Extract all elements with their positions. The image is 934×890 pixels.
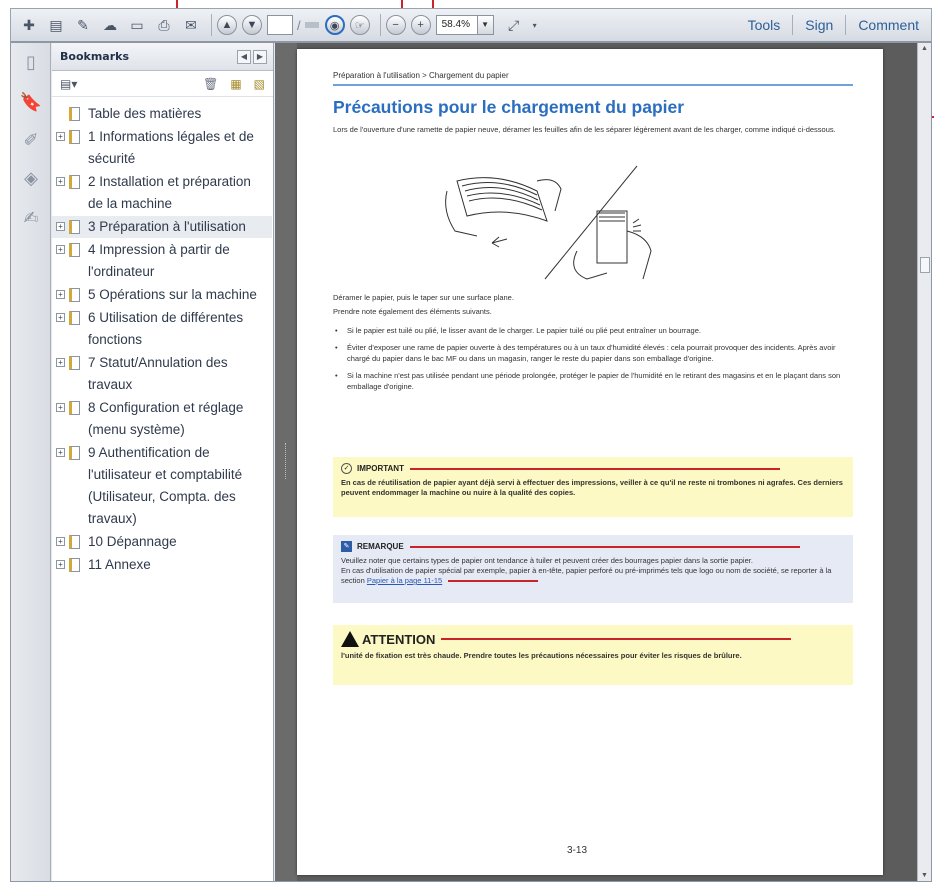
callout-line-important xyxy=(410,468,780,470)
attachments-icon[interactable]: ✐ xyxy=(23,129,39,150)
warning-triangle-icon xyxy=(341,631,359,647)
expand-icon[interactable]: + xyxy=(56,560,65,569)
paper-fanning-illustration xyxy=(437,161,677,291)
select-tool-button[interactable]: ☞ xyxy=(350,15,370,35)
zoom-out-button[interactable]: − xyxy=(386,15,406,35)
intro-paragraph: Lors de l'ouverture d'une ramette de papier neuve, déramer les feuilles afin de les séparer légèrement avant de les charger, comme indiqué ci-dessous. xyxy=(333,125,836,134)
bookmarks-panel xyxy=(52,43,274,881)
bookmark-item[interactable] xyxy=(52,126,272,170)
bookmark-label: 6 Utilisation de différentes fonctions xyxy=(88,310,244,347)
page-number-input[interactable] xyxy=(267,15,293,35)
email-icon[interactable]: ✉ xyxy=(185,16,197,33)
important-header xyxy=(341,463,845,474)
bookmarks-icon[interactable]: 🔖 xyxy=(19,91,43,112)
callout-line-attention xyxy=(441,638,791,640)
expand-icon[interactable]: + xyxy=(56,245,65,254)
bookmark-page-icon xyxy=(69,130,80,144)
document-viewport xyxy=(297,43,917,881)
bookmark-item[interactable] xyxy=(52,171,272,215)
expand-icon[interactable]: + xyxy=(56,358,65,367)
bookmark-page-icon xyxy=(69,220,80,234)
expand-icon[interactable]: + xyxy=(56,313,65,322)
bookmark-page-icon xyxy=(69,107,80,121)
reader-window xyxy=(10,42,932,882)
bookmark-label: 2 Installation et préparation de la machine xyxy=(88,174,251,211)
remark-page-link[interactable]: Papier à la page 11-15 xyxy=(366,576,443,585)
illustration-caption: Déramer le papier, puis le taper sur une surface plane. xyxy=(333,293,514,302)
scroll-down-icon[interactable]: ▼ xyxy=(921,872,928,879)
tools-link[interactable]: Tools xyxy=(747,17,781,33)
bookmark-page-icon xyxy=(69,535,80,549)
remark-note xyxy=(333,535,853,603)
edit-document-icon[interactable]: ✎ xyxy=(77,16,89,33)
bookmark-label: 3 Préparation à l'utilisation xyxy=(88,219,246,234)
delete-bookmark-icon[interactable]: 🗑 xyxy=(203,76,219,91)
expand-panel-icon[interactable]: ▶ xyxy=(253,50,267,64)
cloud-upload-icon[interactable]: ☁ xyxy=(103,16,117,33)
layers-icon[interactable]: ◈ xyxy=(24,167,38,188)
fit-page-icon[interactable]: ⤢ xyxy=(508,16,520,33)
bookmarks-header xyxy=(52,43,273,71)
toolbar-separator xyxy=(380,14,381,36)
bookmark-properties-icon[interactable]: ▧ xyxy=(253,76,265,91)
remark-text-2 xyxy=(341,566,845,586)
bookmark-label: 7 Statut/Annulation des travaux xyxy=(88,355,228,392)
breadcrumb-rule xyxy=(333,84,853,86)
open-file-icon[interactable]: ▤ xyxy=(49,16,63,33)
bookmark-label: 10 Dépannage xyxy=(88,534,177,549)
bookmark-label: 1 Informations légales et de sécurité xyxy=(88,129,254,166)
bookmark-page-icon xyxy=(69,401,80,415)
comment-link[interactable]: Comment xyxy=(858,17,919,33)
bookmark-label: 5 Opérations sur la machine xyxy=(88,287,257,302)
note-pencil-icon: ✎ xyxy=(341,541,352,552)
main-toolbar xyxy=(10,8,932,42)
bookmarks-title: Bookmarks xyxy=(60,50,129,63)
page-thumbnails-icon[interactable]: ▯ xyxy=(26,51,36,72)
page-number: 3-13 xyxy=(567,845,588,856)
bookmark-page-icon xyxy=(69,311,80,325)
expand-icon[interactable]: + xyxy=(56,537,65,546)
navigation-rail xyxy=(11,43,51,881)
list-item: • Si le papier est tuilé ou plié, le lisser avant de le charger. Le papier tuilé ou plié peut entraîner un bourrage. xyxy=(333,325,853,336)
list-item: • Éviter d'exposer une rame de papier ouverte à des températures ou à un taux d'humidité élevés : cela pourrait provoquer des incidents. Après avoir chargé du papier dans le bac MF ou dans un magasin, ranger le reste du papier dans son emballage d'origine. xyxy=(333,342,853,364)
save-icon[interactable]: ▭ xyxy=(130,16,144,33)
bookmark-item[interactable] xyxy=(52,103,272,125)
expand-icon[interactable]: + xyxy=(56,290,65,299)
attention-title: ATTENTION xyxy=(362,631,436,647)
bookmark-item[interactable] xyxy=(52,397,272,441)
page-total-placeholder xyxy=(305,22,319,28)
expand-icon[interactable]: + xyxy=(56,132,65,141)
bookmarks-toolbar xyxy=(52,71,273,97)
bookmark-item[interactable] xyxy=(52,531,272,553)
expand-icon[interactable]: + xyxy=(56,222,65,231)
sign-link[interactable]: Sign xyxy=(805,17,834,33)
vertical-scrollbar[interactable] xyxy=(917,43,931,881)
attention-header xyxy=(341,631,845,647)
bookmark-item[interactable] xyxy=(52,239,272,283)
bookmark-page-icon xyxy=(69,558,80,572)
fit-dropdown-chevron-icon[interactable]: ▾ xyxy=(532,20,537,30)
bookmark-page-icon xyxy=(69,356,80,370)
bookmark-page-icon xyxy=(69,446,80,460)
bookmark-label: 11 Annexe xyxy=(88,557,151,572)
important-text: En cas de réutilisation de papier ayant déjà servi à effectuer des impressions, veiller à ce qu'il ne reste ni trombones ni agrafes. Ces derniers peuvent endommager la machine ou nuire à la qualité des copies. xyxy=(341,478,843,497)
hand-tool-button[interactable]: ◉ xyxy=(325,15,345,35)
check-circle-icon: ✓ xyxy=(341,463,352,474)
panel-splitter[interactable] xyxy=(275,43,297,881)
create-pdf-icon[interactable]: ✚ xyxy=(23,16,35,33)
bookmark-item[interactable] xyxy=(52,284,272,306)
remark-text-2-body: En cas d'utilisation de papier spécial par exemple, papier à en-tête, papier perforé ou pré-imprimés tels que logo ou nom de société, se reporter à la section xyxy=(341,566,832,585)
bookmark-item[interactable] xyxy=(52,554,272,576)
new-bookmark-icon[interactable]: ▦ xyxy=(230,76,242,91)
bookmark-label: 4 Impression à partir de l'ordinateur xyxy=(88,242,230,279)
bookmark-options-icon[interactable]: ▤▾ xyxy=(60,76,78,91)
bookmark-label: Table des matières xyxy=(88,106,202,121)
remark-title: REMARQUE xyxy=(357,542,404,551)
zoom-level-field[interactable]: 58.4% xyxy=(436,15,478,35)
zoom-dropdown-chevron-icon[interactable]: ▼ xyxy=(478,15,494,35)
remark-header xyxy=(341,541,845,552)
page-title: Précautions pour le chargement du papier xyxy=(333,97,685,117)
toolbar-separator xyxy=(211,14,212,36)
signatures-icon[interactable]: ✍ xyxy=(23,207,39,228)
previous-page-button[interactable]: ▲ xyxy=(217,15,237,35)
bookmark-label: 9 Authentification de l'utilisateur et comptabilité (Utilisateur, Compta. des travaux) xyxy=(88,445,243,526)
bookmark-page-icon xyxy=(69,175,80,189)
bookmark-item[interactable] xyxy=(52,352,272,396)
next-page-button[interactable]: ▼ xyxy=(242,15,262,35)
scroll-up-icon[interactable]: ▲ xyxy=(921,45,928,52)
list-item: • Si la machine n'est pas utilisée pendant une période prolongée, protéger le papier de l'humidité en le retirant des magasins et en le plaçant dans son emballage d'origine. xyxy=(333,370,853,392)
important-note xyxy=(333,457,853,517)
expand-icon[interactable]: + xyxy=(56,448,65,457)
annotation-strip xyxy=(0,0,934,8)
toolbar-right-links xyxy=(736,15,931,35)
scroll-thumb[interactable] xyxy=(920,257,930,273)
bookmark-page-icon xyxy=(69,243,80,257)
important-title: IMPORTANT xyxy=(357,464,404,473)
zoom-in-button[interactable]: + xyxy=(411,15,431,35)
attention-text: l'unité de fixation est très chaude. Prendre toutes les précautions nécessaires pour éviter les risques de brûlure. xyxy=(341,651,742,660)
notes-lead-in: Prendre note également des éléments suivants. xyxy=(333,307,492,316)
collapse-panel-icon[interactable]: ◀ xyxy=(237,50,251,64)
bookmark-item[interactable] xyxy=(52,307,272,351)
bookmarks-list xyxy=(52,103,272,577)
bookmark-item[interactable] xyxy=(52,216,272,238)
document-page xyxy=(297,49,883,875)
expand-icon[interactable]: + xyxy=(56,403,65,412)
bookmark-label: 8 Configuration et réglage (menu système) xyxy=(88,400,244,437)
splitter-grip[interactable] xyxy=(285,443,287,479)
attention-note xyxy=(333,625,853,685)
callout-line-link xyxy=(448,580,538,582)
bookmark-item[interactable] xyxy=(52,442,272,530)
page-breadcrumb: Préparation à l'utilisation > Chargement du papier xyxy=(333,71,509,80)
remark-text-1: Veuillez noter que certains types de papier ont tendance à tuiler et peuvent créer des bourrages papier dans la sortie papier. xyxy=(341,556,753,565)
expand-icon[interactable]: + xyxy=(56,177,65,186)
bullet-list xyxy=(333,325,853,398)
print-icon[interactable]: ⎙ xyxy=(158,16,170,33)
bookmark-page-icon xyxy=(69,288,80,302)
page-slash: / xyxy=(297,17,301,33)
callout-line-remark xyxy=(410,546,800,548)
